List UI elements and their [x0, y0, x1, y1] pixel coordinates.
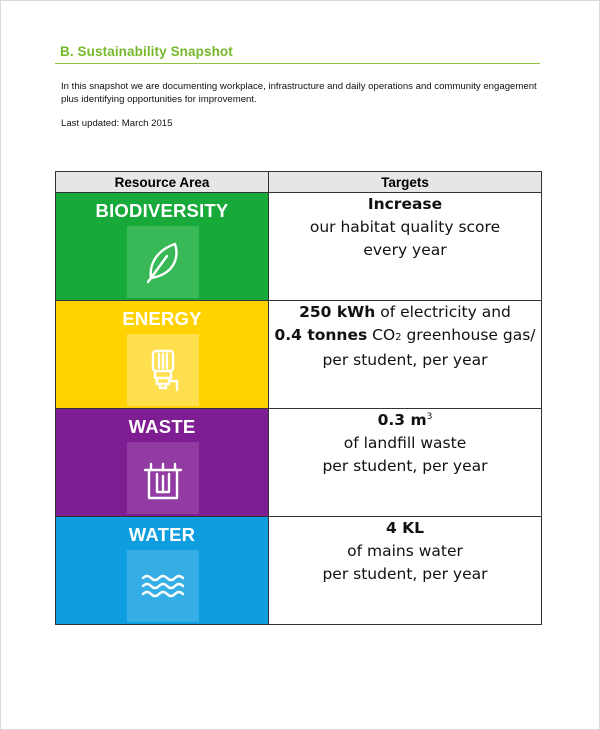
target-emphasis: 4 KL [385, 519, 425, 537]
target-line-2: of mains water [347, 542, 463, 560]
target-cell-water [269, 517, 542, 625]
target-cell-waste [269, 409, 542, 517]
resource-name: WASTE [128, 416, 196, 437]
waste-bin-icon [127, 442, 199, 514]
section-title: B. Sustainability Snapshot [60, 44, 233, 59]
target-cell-biodiversity [269, 193, 542, 301]
resource-cell-biodiversity [56, 193, 269, 301]
table-row [56, 301, 542, 409]
table-row [56, 517, 542, 625]
target-line-3: per student, per year [322, 457, 488, 475]
column-header-targets: Targets [269, 172, 542, 193]
target-cell-energy [269, 301, 542, 409]
target-text: of electricity and [375, 303, 511, 321]
target-line-1 [269, 301, 541, 324]
last-updated: Last updated: March 2015 [61, 118, 173, 129]
resource-cell-waste [56, 409, 269, 517]
title-divider [55, 63, 540, 64]
leaf-icon [127, 226, 199, 298]
target-text: CO [367, 326, 396, 344]
table-row [56, 409, 542, 517]
table-header-row [56, 172, 542, 193]
target-line-2 [269, 324, 541, 349]
resource-cell-water [56, 517, 269, 625]
target-emphasis: 250 kWh [299, 303, 376, 321]
resource-name: WATER [128, 524, 196, 545]
water-waves-icon [127, 550, 199, 622]
resource-name: ENERGY [122, 308, 202, 329]
light-bulb-icon [127, 334, 199, 406]
subscript: 2 [395, 332, 402, 343]
intro-paragraph: In this snapshot we are documenting workplace, infrastructure and daily operations and community engagement plus identifying opportunities for improvement. [61, 81, 537, 105]
target-line-1 [269, 517, 541, 540]
target-emphasis: 0.4 tonnes [274, 326, 368, 344]
target-line-1 [269, 193, 541, 216]
resource-cell-energy [56, 301, 269, 409]
snapshot-table [55, 171, 542, 625]
table-row [56, 193, 542, 301]
target-emphasis: Increase [367, 195, 443, 213]
target-line-2: of landfill waste [343, 434, 467, 452]
column-header-resource-area: Resource Area [56, 172, 269, 193]
target-emphasis: 0.3 m [377, 411, 427, 429]
superscript: 3 [426, 411, 433, 422]
target-line-3: every year [363, 241, 447, 259]
target-line-3: per student, per year [322, 351, 488, 369]
target-line-2: our habitat quality score [309, 218, 501, 236]
target-line-1 [269, 409, 541, 432]
target-line-3: per student, per year [322, 565, 488, 583]
resource-name: BIODIVERSITY [95, 200, 229, 221]
target-text: greenhouse gas/ [401, 326, 536, 344]
